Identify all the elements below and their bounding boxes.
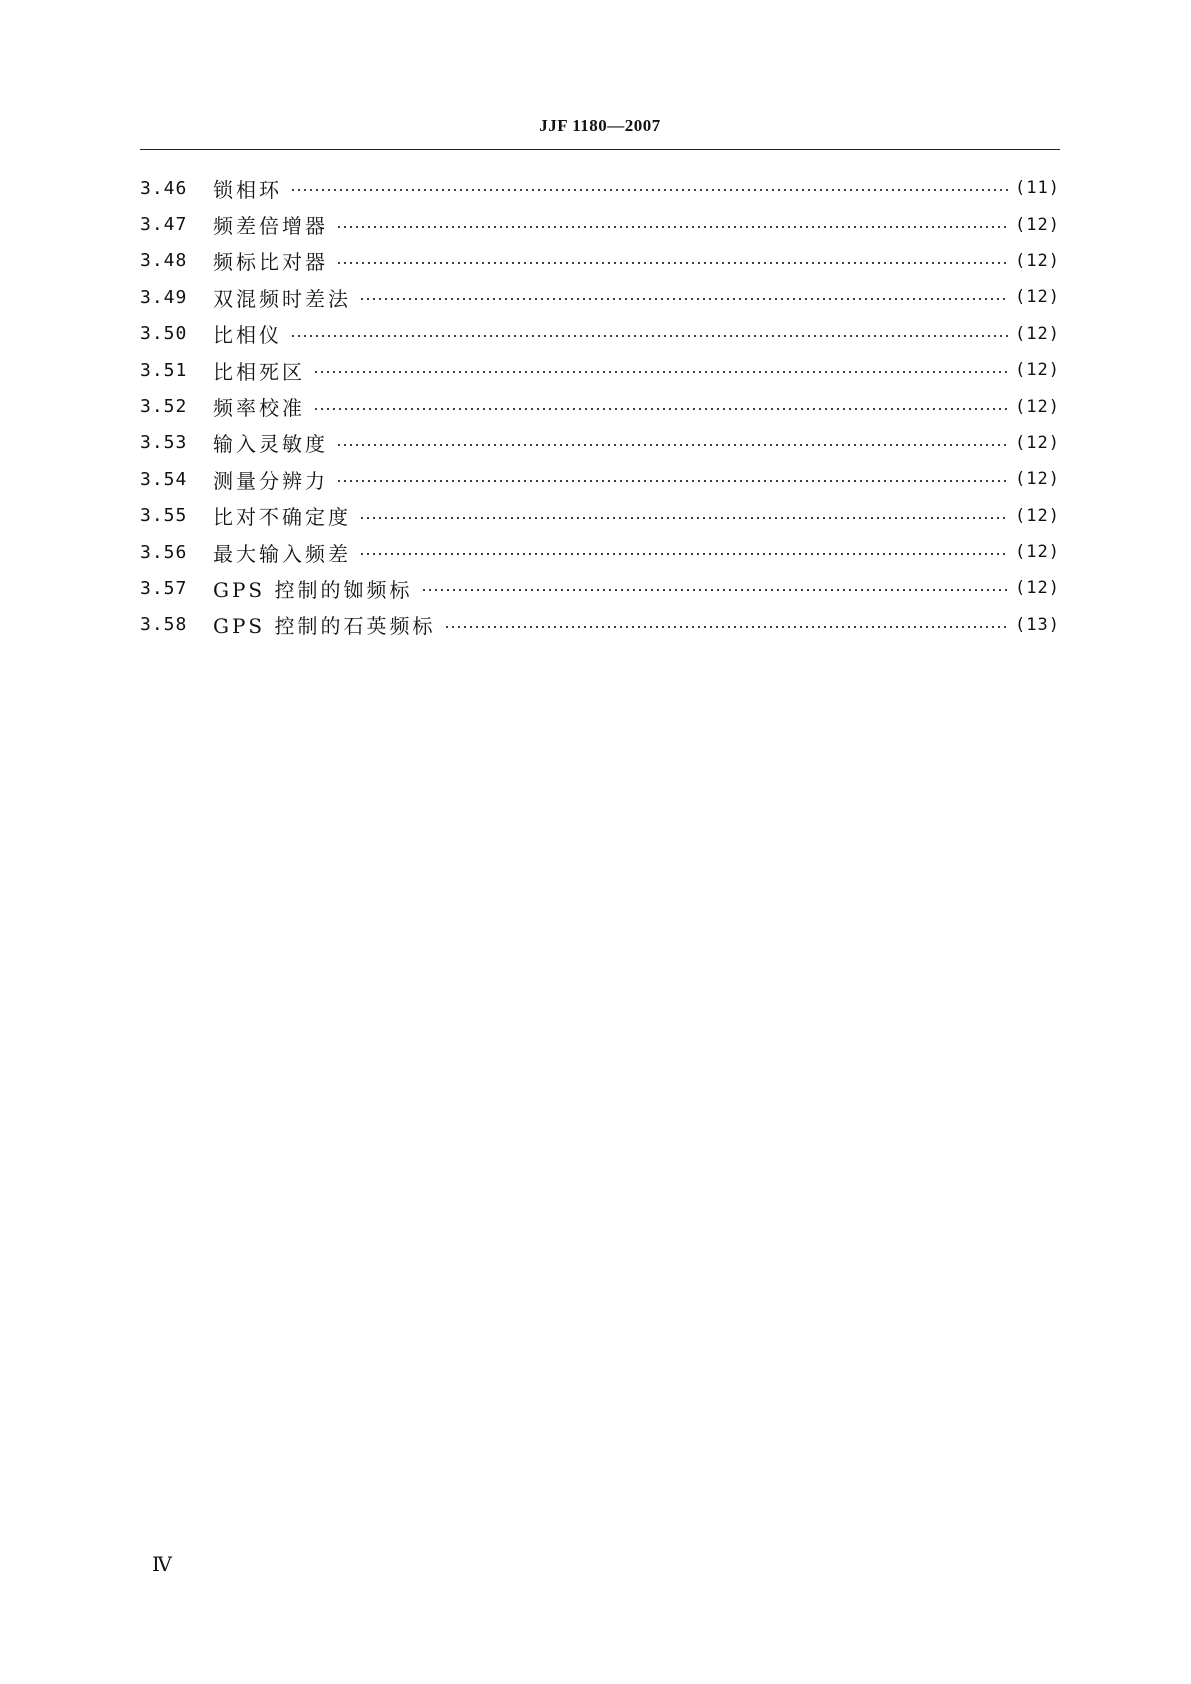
toc-leader-dots	[421, 578, 1010, 598]
toc-entry-title: GPS 控制的铷频标	[213, 577, 413, 602]
toc-entry[interactable]	[140, 607, 1060, 643]
page-number: Ⅳ	[152, 1554, 172, 1576]
toc-entry-title: 测量分辨力	[213, 468, 328, 493]
toc-entry-page: (12)	[1015, 432, 1060, 453]
toc-leader-dots	[313, 397, 1009, 417]
toc-entry-number: 3.51	[140, 359, 188, 381]
toc-entry-page: (12)	[1015, 505, 1060, 526]
toc-leader-dots	[290, 324, 1009, 344]
toc-entry-number: 3.54	[140, 468, 188, 490]
toc-leader-dots	[359, 506, 1009, 526]
toc-entry-page: (12)	[1015, 469, 1060, 490]
toc-entry-title: 比对不确定度	[213, 505, 351, 530]
toc-entry-title: 比相仪	[213, 323, 282, 348]
toc-entry-title: 双混频时差法	[213, 286, 351, 311]
toc-entry-number: 3.48	[140, 250, 188, 272]
toc-entry-number: 3.49	[140, 286, 188, 308]
toc-entry[interactable]	[140, 570, 1060, 606]
toc-entry-number: 3.55	[140, 505, 188, 527]
toc-entry-page: (13)	[1015, 614, 1060, 635]
toc-entry-page: (12)	[1015, 250, 1060, 271]
toc-entry-page: (12)	[1015, 214, 1060, 235]
toc-entry-number: 3.53	[140, 432, 188, 454]
toc-entry[interactable]	[140, 243, 1060, 279]
toc-entry-number: 3.58	[140, 614, 188, 636]
toc-entry-title: 比相死区	[213, 359, 305, 384]
toc-leader-dots	[336, 215, 1009, 235]
toc-entry-title: 频差倍增器	[213, 214, 328, 239]
toc-entry[interactable]	[140, 316, 1060, 352]
toc-entry-page: (12)	[1015, 323, 1060, 344]
toc-entry-page: (11)	[1015, 178, 1060, 199]
header-divider	[140, 149, 1060, 150]
toc-leader-dots	[359, 287, 1009, 307]
toc-entry-number: 3.50	[140, 323, 188, 345]
toc-leader-dots	[313, 360, 1009, 380]
toc-leader-dots	[336, 469, 1009, 489]
toc-entry-title: 频标比对器	[213, 250, 328, 275]
toc-entry[interactable]	[140, 425, 1060, 461]
toc-leader-dots	[359, 542, 1009, 562]
page-header-title: JJF 1180—2007	[539, 116, 661, 135]
toc-entry-page: (12)	[1015, 360, 1060, 381]
toc-leader-dots	[336, 251, 1009, 271]
toc-entry-number: 3.56	[140, 541, 188, 563]
toc-entry-title: 最大输入频差	[213, 541, 351, 566]
toc-entry[interactable]	[140, 534, 1060, 570]
toc-entry-number: 3.47	[140, 214, 188, 236]
toc-entry[interactable]	[140, 388, 1060, 424]
toc-entry-title: 频率校准	[213, 396, 305, 421]
toc-entry-page: (12)	[1015, 287, 1060, 308]
toc-entry-number: 3.57	[140, 577, 188, 599]
toc-entry-title: 输入灵敏度	[213, 432, 328, 457]
toc-entry[interactable]	[140, 206, 1060, 242]
toc-entry[interactable]	[140, 352, 1060, 388]
toc-entry-title: 锁相环	[213, 177, 282, 202]
toc-entry-title: GPS 控制的石英频标	[213, 614, 436, 639]
toc-entry[interactable]	[140, 279, 1060, 315]
toc-entry-page: (12)	[1015, 542, 1060, 563]
toc-leader-dots	[290, 178, 1009, 198]
toc-entry-number: 3.46	[140, 177, 188, 199]
table-of-contents	[140, 170, 1060, 643]
toc-entry[interactable]	[140, 170, 1060, 206]
toc-entry[interactable]	[140, 498, 1060, 534]
toc-entry-page: (12)	[1015, 396, 1060, 417]
toc-entry-number: 3.52	[140, 396, 188, 418]
toc-entry[interactable]	[140, 461, 1060, 497]
toc-leader-dots	[444, 615, 1010, 635]
toc-leader-dots	[336, 433, 1009, 453]
toc-entry-page: (12)	[1015, 578, 1060, 599]
